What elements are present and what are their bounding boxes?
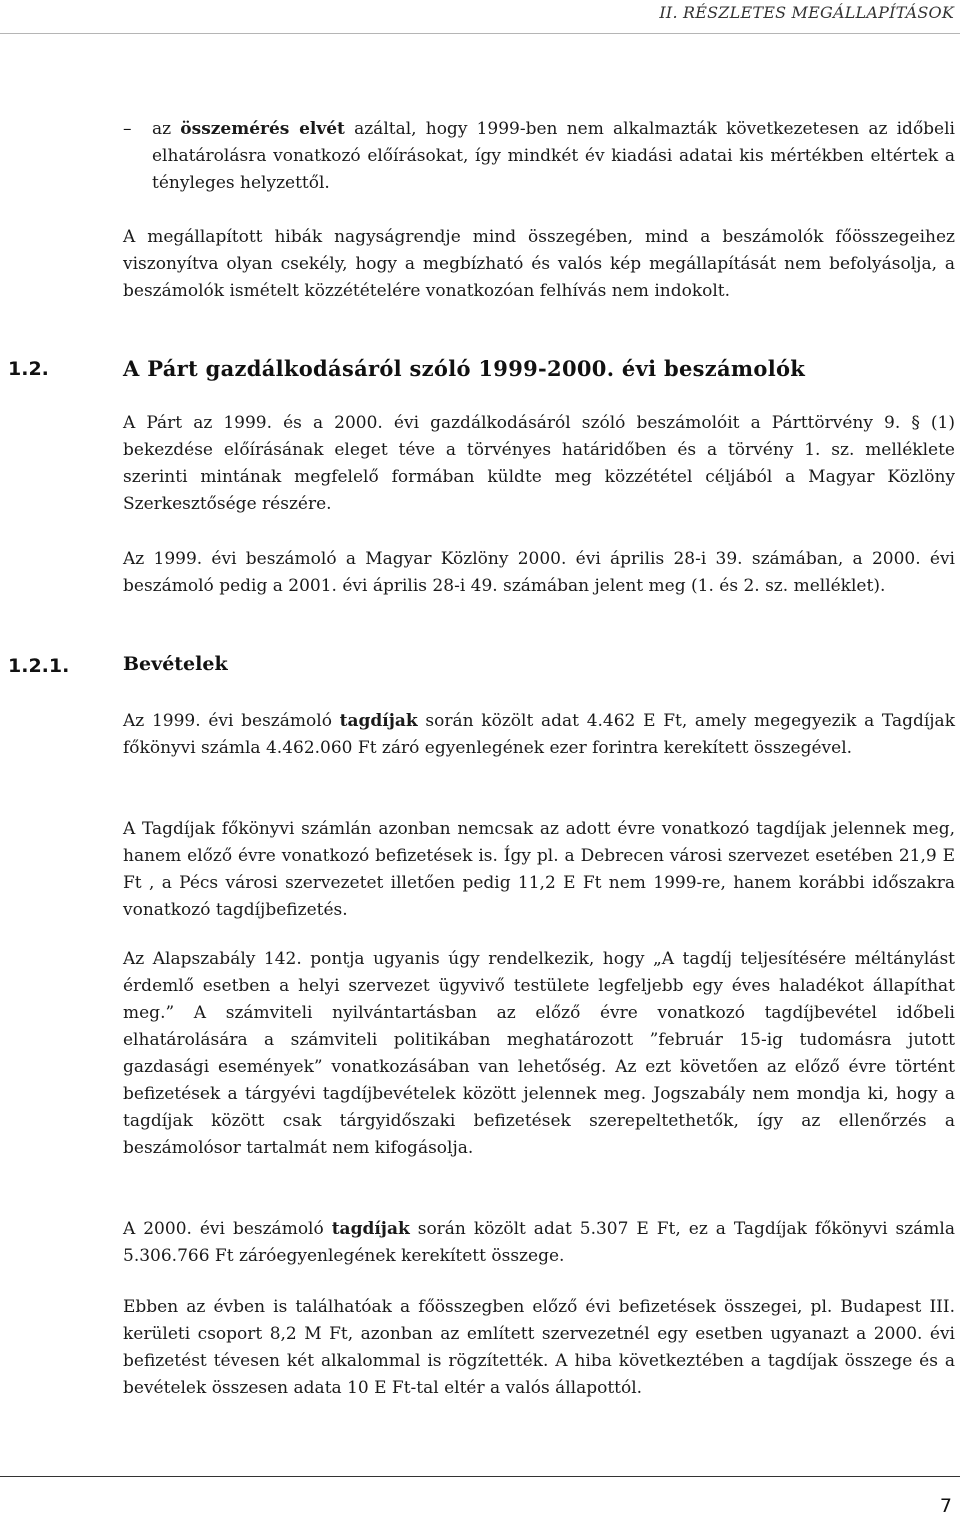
bullet-paragraph (152, 116, 955, 197)
text-run: Az 1999. évi beszámoló (123, 711, 340, 731)
paragraph-2000-membership-fees (123, 1216, 955, 1270)
subsection-number: 1.2.1. (8, 655, 70, 677)
section-title: A Párt gazdálkodásáról szóló 1999-2000. évi beszámolók (123, 356, 806, 381)
header-divider (0, 33, 960, 34)
bold-term: tagdíjak (331, 1219, 410, 1239)
text-run: során közölt adat 5.307 E Ft, ez a Tagdíjak főkönyvi számla 5.306.766 Ft záróegyenlegének kerekített összege. (123, 1219, 955, 1266)
page-number: 7 (939, 1495, 952, 1517)
section-number: 1.2. (8, 358, 49, 380)
paragraph-intro: A Párt az 1999. és a 2000. évi gazdálkodásáról szóló beszámolóit a Párttörvény 9. § (1) bekezdése előírásának eleget téve a törvényes határidőben és a törvény 1. sz. melléklete szerinti mintának megfelelő formában küldte meg közzététel céljából a Magyar Közlöny Szerkesztősége részére. (123, 413, 955, 514)
paragraph-ledger-account: A Tagdíjak főkönyvi számlán azonban nemcsak az adott évre vonatkozó tagdíjak jelennek meg, hanem előző évre vonatkozó befizetések is. Így pl. a Debrecen városi szervezet esetében 21,9 E Ft , a Pécs városi szervezetet illetően pedig 11,2 E Ft nem 1999-re, hanem korábbi időszakra vonatkozó tagdíjbefizetés. (123, 819, 955, 920)
text-run: A 2000. évi beszámoló (123, 1219, 332, 1239)
bullet-rest: azáltal, hogy 1999-ben nem alkalmazták következetesen az időbeli elhatárolásra vonatkozó előírásokat, így mindkét év kiadási adatai kis mértékben eltértek a tényleges helyzettől. (152, 119, 955, 193)
bullet-bold-term: összemérés elvét (180, 119, 345, 139)
running-header: II. RÉSZLETES MEGÁLLAPÍTÁSOK (659, 3, 954, 22)
bullet-lead: az (152, 119, 181, 139)
text-run: során közölt adat 4.462 E Ft, amely megegyezik a Tagdíjak főkönyvi számla 4.462.060 Ft záró egyenlegének ezer forintra kerekített összegével. (123, 711, 955, 758)
paragraph-summary: A megállapított hibák nagyságrendje mind összegében, mind a beszámolók főösszegeihez viszonyítva olyan csekély, hogy a megbízható és valós kép megállapítását nem befolyásolja, a beszámolók ismételt közzétételére vonatkozóan felhívás nem indokolt. (123, 227, 955, 301)
paragraph-published: Az 1999. évi beszámoló a Magyar Közlöny 2000. évi április 28-i 39. számában, a 2000. évi beszámoló pedig a 2001. évi április 28-i 49. számában jelent meg (1. és 2. sz. melléklet). (123, 549, 955, 596)
paragraph-1999-membership-fees (123, 708, 955, 762)
paragraph-statute: Az Alapszabály 142. pontja ugyanis úgy rendelkezik, hogy „A tagdíj teljesítésére méltánylást érdemlő esetben a helyi szervezet ügyvivő testülete legfeljebb egy éves haladékot állapíthat meg.” A számviteli nyilvántartásban az előző évre vonatkozó tagdíjbevétel időbeli elhatárolására a számviteli politikában meghatározott ”február 15-ig tudomásra jutott gazdasági események” vonatkozásában van lehetőség. Az ezt követően az előző évre történt befizetések a tárgyévi tagdíjbevételek között jelennek meg. Jogszabály nem mondja ki, hogy a tagdíjak között csak tárgyidőszaki befizetések szerepeltethetők, így az ellenőrzés a beszámolósor tartalmát nem kifogásolja. (123, 949, 955, 1158)
bullet-dash: – (123, 119, 132, 139)
footer-divider (0, 1476, 960, 1477)
subsection-title: Bevételek (123, 653, 228, 675)
paragraph-budapest: Ebben az évben is találhatóak a főösszegben előző évi befizetések összegei, pl. Budapest III. kerületi csoport 8,2 M Ft, azonban az említett szervezetnél egy esetben ugyanazt a 2000. évi befizetést tévesen két alkalommal is rögzítették. A hiba következtében a tagdíjak összege és a bevételek összesen adata 10 E Ft-tal eltér a valós állapottól. (123, 1297, 955, 1398)
bold-term: tagdíjak (339, 711, 418, 731)
